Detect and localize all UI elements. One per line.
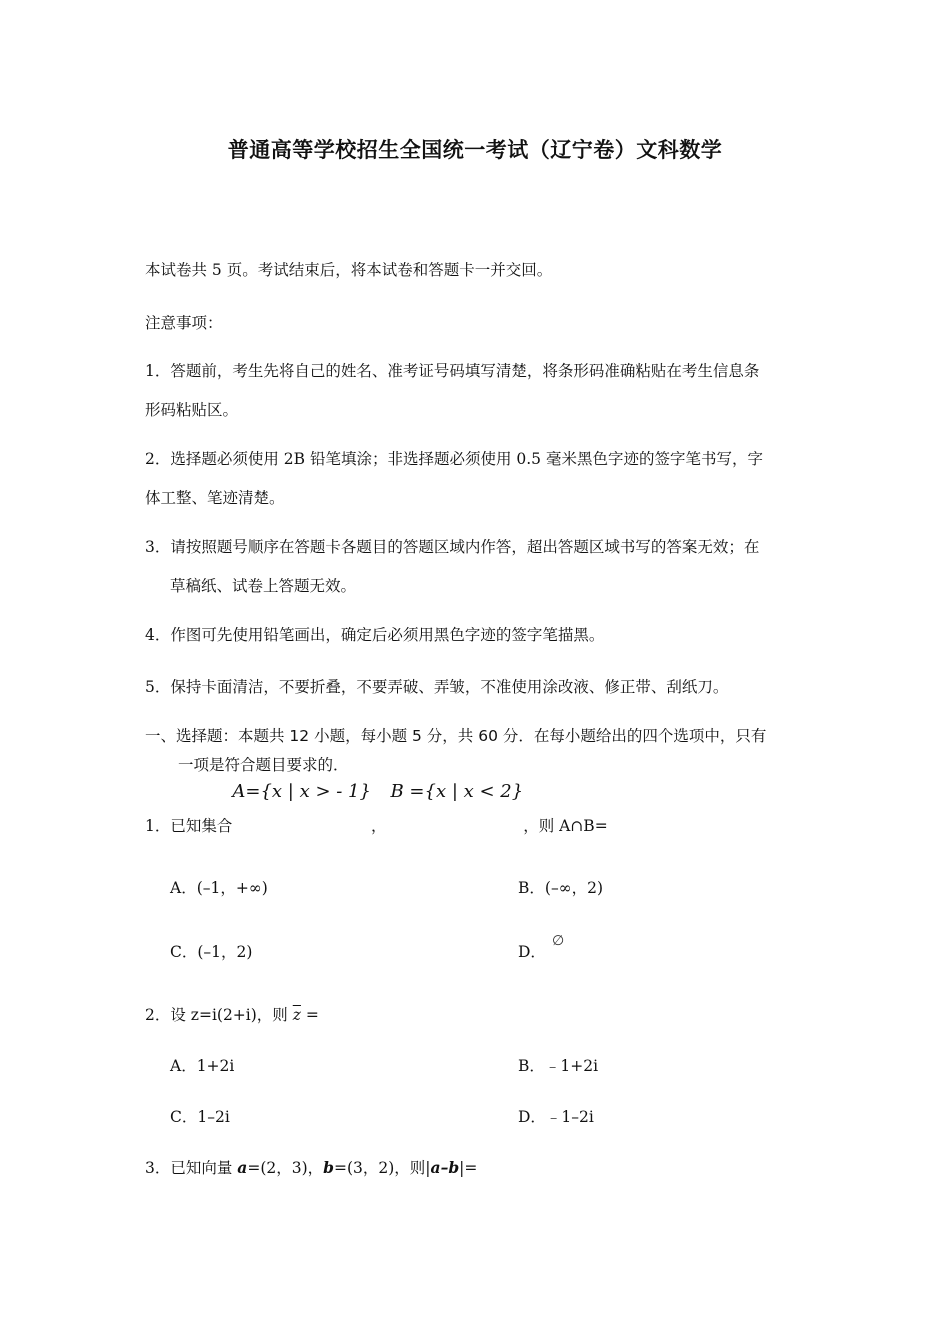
q3-vector-b: b (323, 1158, 334, 1177)
question-1 (145, 781, 608, 835)
q1-option-d (518, 933, 565, 962)
empty-set-icon: ∅ (551, 933, 565, 949)
page-title: 普通高等学校招生全国统一考试（辽宁卷）文科数学 (227, 138, 723, 162)
q3-vector-diff: a–b (430, 1158, 460, 1177)
note-2-line-1: 2．选择题必须使用 2B 铅笔填涂；非选择题必须使用 0.5 毫米黑色字迹的签字笔书写，字 (145, 450, 763, 468)
note-3-line-2: 草稿纸、试卷上答题无效。 (170, 577, 357, 595)
notes-heading: 注意事项： (145, 314, 223, 332)
q1-option-d-label: D． (518, 943, 546, 961)
q3-vector-a: a (237, 1158, 248, 1177)
q2-z-conjugate: $\overline{z}$ (292, 1006, 301, 1024)
q1-option-a: A．(–1，+∞) (170, 879, 268, 897)
note-3-line-1: 3．请按照题号顺序在答题卡各题目的答题区域内作答，超出答题区域书写的答案无效；在 (145, 538, 760, 556)
q2-option-d: D．﹣1–2i (518, 1108, 594, 1126)
note-2-line-2: 体工整、笔迹清楚。 (145, 489, 285, 507)
q3-mid-1: =(2，3)， (247, 1159, 324, 1177)
q2-option-c: C．1–2i (170, 1108, 230, 1126)
q2-option-b: B．﹣1+2i (518, 1057, 599, 1075)
q1-option-c: C．(–1，2) (170, 943, 253, 961)
section-heading-line-2: 一项是符合题目要求的． (178, 756, 349, 774)
q3-suffix: |= (459, 1159, 478, 1177)
note-4: 4．作图可先使用铅笔画出，确定后必须用黑色字迹的签字笔描黑。 (145, 626, 605, 644)
q2-suffix: = (300, 1006, 319, 1024)
q3-prefix: 3．已知向量 (145, 1159, 238, 1177)
q1-option-b: B．(–∞，2) (518, 879, 604, 897)
note-1-line-2: 形码粘贴区。 (145, 401, 239, 419)
note-1-line-1: 1．答题前，考生先将自己的姓名、准考证号码填写清楚，将条形码准确粘贴在考生信息条 (145, 362, 760, 380)
question-3 (145, 1156, 477, 1178)
q1-prefix: 1．已知集合 (145, 817, 233, 835)
q1-separator: ， (370, 817, 387, 835)
q3-mid-2: =(3，2)，则| (334, 1159, 431, 1177)
question-2 (145, 1003, 319, 1025)
q1-set-a: A={x | x > - 1} (232, 781, 371, 802)
q2-option-a: A．1+2i (170, 1057, 235, 1075)
section-heading-line-1: 一、选择题：本题共 12 小题，每小题 5 分，共 60 分．在每小题给出的四个选项中，只有 (145, 727, 767, 745)
note-5: 5．保持卡面清洁，不要折叠，不要弄破、弄皱，不准使用涂改液、修正带、刮纸刀。 (145, 678, 729, 696)
intro-text: 本试卷共 5 页。考试结束后，将本试卷和答题卡一并交回。 (145, 261, 553, 279)
q2-prefix: 2．设 z=i(2+i)，则 (145, 1006, 288, 1024)
q1-set-b: B ={x | x < 2} (390, 781, 524, 802)
q1-suffix: ，则 A∩B= (523, 817, 608, 835)
